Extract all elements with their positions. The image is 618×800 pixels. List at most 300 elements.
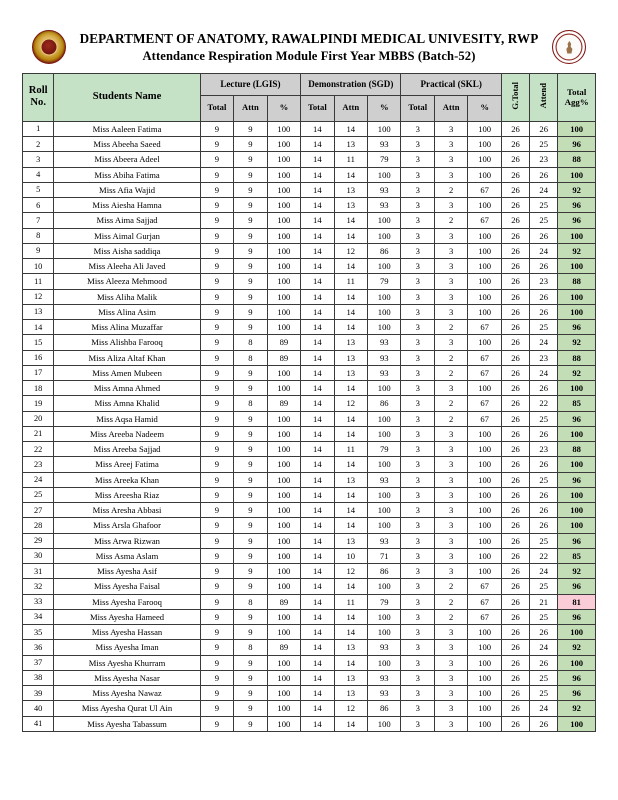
cell-practical-attn: 3	[434, 137, 467, 152]
cell-lecture-total: 9	[200, 442, 233, 457]
cell-practical-total: 3	[401, 701, 434, 716]
cell-demonstration-attn: 14	[334, 487, 367, 502]
cell-attend: 25	[530, 609, 558, 624]
cell-demonstration-total: 14	[301, 365, 334, 380]
cell-student-name: Miss Areeba Sajjad	[54, 442, 200, 457]
cell-demonstration-pct: 100	[368, 579, 401, 594]
cell-practical-total: 3	[401, 579, 434, 594]
cell-demonstration-pct: 100	[368, 609, 401, 624]
cell-attend: 26	[530, 625, 558, 640]
cell-student-name: Miss Aiesha Hamna	[54, 198, 200, 213]
cell-demonstration-attn: 12	[334, 564, 367, 579]
cell-lecture-attn: 9	[234, 457, 267, 472]
cell-total-agg: 88	[558, 442, 596, 457]
header-students-name: Students Name	[54, 73, 200, 121]
cell-demonstration-total: 14	[301, 487, 334, 502]
cell-practical-total: 3	[401, 640, 434, 655]
cell-practical-pct: 100	[468, 472, 501, 487]
cell-g-total: 26	[501, 198, 529, 213]
cell-practical-pct: 67	[468, 396, 501, 411]
cell-demonstration-pct: 71	[368, 548, 401, 563]
cell-demonstration-total: 14	[301, 670, 334, 685]
cell-demonstration-pct: 86	[368, 564, 401, 579]
cell-roll-no: 16	[23, 350, 54, 365]
cell-practical-total: 3	[401, 274, 434, 289]
cell-demonstration-attn: 13	[334, 137, 367, 152]
cell-student-name: Miss Aima Sajjad	[54, 213, 200, 228]
cell-lecture-attn: 9	[234, 716, 267, 731]
cell-lecture-attn: 9	[234, 426, 267, 441]
cell-total-agg: 92	[558, 243, 596, 258]
header-attend-text: Attend	[538, 83, 549, 109]
cell-practical-pct: 100	[468, 640, 501, 655]
cell-lecture-attn: 9	[234, 137, 267, 152]
cell-g-total: 26	[501, 518, 529, 533]
cell-demonstration-pct: 93	[368, 640, 401, 655]
cell-lecture-pct: 100	[267, 320, 300, 335]
table-row	[23, 335, 596, 350]
cell-demonstration-pct: 100	[368, 320, 401, 335]
cell-roll-no: 15	[23, 335, 54, 350]
cell-g-total: 26	[501, 472, 529, 487]
cell-practical-attn: 3	[434, 289, 467, 304]
cell-g-total: 26	[501, 396, 529, 411]
cell-attend: 21	[530, 594, 558, 609]
cell-student-name: Miss Ayesha Tabassum	[54, 716, 200, 731]
cell-demonstration-total: 14	[301, 472, 334, 487]
cell-attend: 26	[530, 426, 558, 441]
cell-attend: 24	[530, 701, 558, 716]
cell-practical-pct: 100	[468, 518, 501, 533]
cell-practical-total: 3	[401, 533, 434, 548]
cell-total-agg: 100	[558, 381, 596, 396]
cell-student-name: Miss Ayesha Qurat Ul Ain	[54, 701, 200, 716]
cell-demonstration-attn: 11	[334, 442, 367, 457]
cell-practical-pct: 67	[468, 213, 501, 228]
cell-lecture-pct: 100	[267, 289, 300, 304]
cell-lecture-total: 9	[200, 289, 233, 304]
cell-total-agg: 100	[558, 518, 596, 533]
cell-lecture-total: 9	[200, 701, 233, 716]
cell-attend: 25	[530, 320, 558, 335]
cell-lecture-attn: 8	[234, 396, 267, 411]
cell-demonstration-attn: 12	[334, 243, 367, 258]
table-row	[23, 625, 596, 640]
cell-lecture-pct: 100	[267, 274, 300, 289]
cell-demonstration-total: 14	[301, 640, 334, 655]
page-title: DEPARTMENT OF ANATOMY, RAWALPINDI MEDICAL UNIVESITY, RWP	[79, 31, 539, 46]
cell-lecture-attn: 9	[234, 442, 267, 457]
cell-demonstration-pct: 100	[368, 716, 401, 731]
cell-total-agg: 92	[558, 335, 596, 350]
cell-demonstration-attn: 14	[334, 228, 367, 243]
cell-practical-attn: 3	[434, 701, 467, 716]
cell-practical-attn: 3	[434, 518, 467, 533]
cell-total-agg: 96	[558, 411, 596, 426]
cell-demonstration-attn: 13	[334, 472, 367, 487]
cell-demonstration-pct: 100	[368, 487, 401, 502]
cell-roll-no: 29	[23, 533, 54, 548]
cell-student-name: Miss Areeba Nadeem	[54, 426, 200, 441]
cell-total-agg: 100	[558, 289, 596, 304]
cell-lecture-total: 9	[200, 457, 233, 472]
cell-lecture-total: 9	[200, 426, 233, 441]
cell-practical-attn: 2	[434, 182, 467, 197]
cell-practical-pct: 100	[468, 457, 501, 472]
cell-attend: 25	[530, 213, 558, 228]
cell-lecture-attn: 9	[234, 365, 267, 380]
cell-roll-no: 30	[23, 548, 54, 563]
table-row	[23, 350, 596, 365]
cell-g-total: 26	[501, 609, 529, 624]
cell-total-agg: 100	[558, 655, 596, 670]
cell-practical-pct: 100	[468, 625, 501, 640]
cell-g-total: 26	[501, 670, 529, 685]
cell-practical-pct: 100	[468, 335, 501, 350]
cell-practical-pct: 67	[468, 609, 501, 624]
cell-demonstration-total: 14	[301, 411, 334, 426]
cell-g-total: 26	[501, 503, 529, 518]
cell-demonstration-attn: 14	[334, 259, 367, 274]
cell-lecture-attn: 9	[234, 213, 267, 228]
cell-roll-no: 18	[23, 381, 54, 396]
cell-lecture-total: 9	[200, 594, 233, 609]
cell-total-agg: 88	[558, 350, 596, 365]
cell-attend: 26	[530, 518, 558, 533]
cell-demonstration-pct: 100	[368, 304, 401, 319]
cell-practical-attn: 3	[434, 640, 467, 655]
cell-lecture-attn: 9	[234, 304, 267, 319]
cell-lecture-pct: 100	[267, 304, 300, 319]
table-body	[23, 121, 596, 731]
cell-demonstration-total: 14	[301, 426, 334, 441]
cell-practical-pct: 100	[468, 304, 501, 319]
cell-practical-total: 3	[401, 335, 434, 350]
table-row	[23, 518, 596, 533]
cell-attend: 26	[530, 503, 558, 518]
cell-practical-total: 3	[401, 167, 434, 182]
cell-lecture-pct: 100	[267, 182, 300, 197]
cell-demonstration-pct: 100	[368, 503, 401, 518]
cell-demonstration-attn: 14	[334, 304, 367, 319]
cell-attend: 24	[530, 243, 558, 258]
header-group-lecture: Lecture (LGIS)	[200, 73, 300, 95]
cell-practical-total: 3	[401, 548, 434, 563]
cell-demonstration-attn: 14	[334, 289, 367, 304]
cell-attend: 26	[530, 228, 558, 243]
cell-practical-attn: 3	[434, 121, 467, 136]
cell-student-name: Miss Alina Asim	[54, 304, 200, 319]
cell-lecture-pct: 100	[267, 533, 300, 548]
cell-lecture-attn: 9	[234, 472, 267, 487]
cell-student-name: Miss Ayesha Hameed	[54, 609, 200, 624]
table-row	[23, 198, 596, 213]
cell-lecture-total: 9	[200, 213, 233, 228]
cell-attend: 26	[530, 289, 558, 304]
cell-practical-pct: 100	[468, 701, 501, 716]
cell-lecture-attn: 9	[234, 701, 267, 716]
cell-lecture-pct: 100	[267, 472, 300, 487]
cell-demonstration-pct: 79	[368, 152, 401, 167]
cell-lecture-total: 9	[200, 503, 233, 518]
cell-practical-attn: 2	[434, 396, 467, 411]
cell-lecture-total: 9	[200, 152, 233, 167]
table-row	[23, 655, 596, 670]
cell-attend: 26	[530, 487, 558, 502]
cell-demonstration-total: 14	[301, 259, 334, 274]
cell-roll-no: 7	[23, 213, 54, 228]
cell-practical-attn: 3	[434, 381, 467, 396]
cell-student-name: Miss Abeeha Saeed	[54, 137, 200, 152]
cell-g-total: 26	[501, 289, 529, 304]
cell-g-total: 26	[501, 167, 529, 182]
header-demonstration-total: Total	[301, 95, 334, 121]
cell-roll-no: 10	[23, 259, 54, 274]
cell-total-agg: 96	[558, 198, 596, 213]
cell-demonstration-total: 14	[301, 350, 334, 365]
cell-total-agg: 100	[558, 487, 596, 502]
cell-demonstration-attn: 12	[334, 396, 367, 411]
cell-g-total: 26	[501, 259, 529, 274]
cell-lecture-attn: 9	[234, 533, 267, 548]
header-group-practical: Practical (SKL)	[401, 73, 501, 95]
cell-practical-total: 3	[401, 457, 434, 472]
cell-lecture-pct: 100	[267, 213, 300, 228]
cell-lecture-total: 9	[200, 137, 233, 152]
cell-student-name: Miss Abeera Adeel	[54, 152, 200, 167]
cell-practical-pct: 100	[468, 533, 501, 548]
cell-practical-attn: 3	[434, 228, 467, 243]
cell-practical-total: 3	[401, 137, 434, 152]
cell-practical-total: 3	[401, 411, 434, 426]
cell-g-total: 26	[501, 442, 529, 457]
table-row	[23, 121, 596, 136]
cell-demonstration-total: 14	[301, 182, 334, 197]
cell-practical-total: 3	[401, 213, 434, 228]
cell-total-agg: 100	[558, 716, 596, 731]
cell-practical-attn: 3	[434, 152, 467, 167]
table-row	[23, 442, 596, 457]
cell-attend: 25	[530, 472, 558, 487]
cell-lecture-pct: 100	[267, 579, 300, 594]
cell-lecture-attn: 9	[234, 274, 267, 289]
cell-practical-attn: 3	[434, 625, 467, 640]
cell-lecture-attn: 9	[234, 320, 267, 335]
cell-demonstration-pct: 100	[368, 518, 401, 533]
cell-total-agg: 100	[558, 259, 596, 274]
cell-practical-pct: 100	[468, 686, 501, 701]
cell-practical-total: 3	[401, 228, 434, 243]
table-row	[23, 579, 596, 594]
cell-practical-attn: 3	[434, 503, 467, 518]
cell-roll-no: 11	[23, 274, 54, 289]
table-row	[23, 670, 596, 685]
cell-demonstration-total: 14	[301, 304, 334, 319]
cell-demonstration-total: 14	[301, 701, 334, 716]
table-row	[23, 182, 596, 197]
cell-total-agg: 100	[558, 625, 596, 640]
cell-roll-no: 9	[23, 243, 54, 258]
cell-roll-no: 2	[23, 137, 54, 152]
cell-student-name: Miss Aisha saddiqa	[54, 243, 200, 258]
cell-g-total: 26	[501, 411, 529, 426]
cell-lecture-attn: 9	[234, 548, 267, 563]
cell-total-agg: 100	[558, 304, 596, 319]
cell-lecture-pct: 89	[267, 396, 300, 411]
table-row	[23, 716, 596, 731]
cell-demonstration-attn: 11	[334, 152, 367, 167]
table-row	[23, 396, 596, 411]
cell-lecture-attn: 9	[234, 625, 267, 640]
cell-lecture-pct: 100	[267, 686, 300, 701]
cell-demonstration-attn: 13	[334, 350, 367, 365]
cell-attend: 26	[530, 381, 558, 396]
cell-roll-no: 14	[23, 320, 54, 335]
cell-lecture-total: 9	[200, 259, 233, 274]
cell-practical-total: 3	[401, 609, 434, 624]
table-row	[23, 304, 596, 319]
cell-practical-pct: 100	[468, 503, 501, 518]
cell-practical-pct: 100	[468, 442, 501, 457]
cell-practical-attn: 3	[434, 426, 467, 441]
cell-lecture-pct: 100	[267, 442, 300, 457]
cell-practical-pct: 100	[468, 289, 501, 304]
cell-demonstration-pct: 86	[368, 396, 401, 411]
cell-practical-total: 3	[401, 564, 434, 579]
cell-total-agg: 96	[558, 686, 596, 701]
cell-demonstration-attn: 14	[334, 426, 367, 441]
cell-practical-pct: 100	[468, 198, 501, 213]
cell-lecture-attn: 9	[234, 518, 267, 533]
header-attend	[530, 73, 558, 121]
cell-demonstration-attn: 14	[334, 167, 367, 182]
cell-lecture-pct: 100	[267, 655, 300, 670]
cell-lecture-total: 9	[200, 487, 233, 502]
cell-demonstration-total: 14	[301, 228, 334, 243]
cell-practical-pct: 67	[468, 579, 501, 594]
cell-practical-attn: 3	[434, 335, 467, 350]
cell-demonstration-attn: 10	[334, 548, 367, 563]
cell-total-agg: 96	[558, 533, 596, 548]
table-row	[23, 686, 596, 701]
cell-total-agg: 96	[558, 137, 596, 152]
cell-total-agg: 100	[558, 121, 596, 136]
cell-lecture-attn: 9	[234, 487, 267, 502]
cell-practical-total: 3	[401, 365, 434, 380]
cell-practical-total: 3	[401, 243, 434, 258]
cell-total-agg: 92	[558, 564, 596, 579]
page-subtitle: Attendance Respiration Module First Year MBBS (Batch-52)	[142, 48, 476, 63]
cell-practical-attn: 2	[434, 365, 467, 380]
cell-g-total: 26	[501, 365, 529, 380]
cell-student-name: Miss Aliha Malik	[54, 289, 200, 304]
cell-roll-no: 19	[23, 396, 54, 411]
header-practical-pct: %	[468, 95, 501, 121]
cell-lecture-total: 9	[200, 670, 233, 685]
cell-demonstration-pct: 79	[368, 594, 401, 609]
cell-lecture-pct: 100	[267, 701, 300, 716]
table-row	[23, 259, 596, 274]
cell-total-agg: 92	[558, 701, 596, 716]
cell-roll-no: 1	[23, 121, 54, 136]
cell-demonstration-pct: 100	[368, 259, 401, 274]
cell-student-name: Miss Aresha Abbasi	[54, 503, 200, 518]
cell-demonstration-attn: 13	[334, 670, 367, 685]
cell-lecture-attn: 9	[234, 198, 267, 213]
cell-attend: 24	[530, 335, 558, 350]
cell-lecture-attn: 9	[234, 670, 267, 685]
cell-practical-pct: 100	[468, 167, 501, 182]
cell-demonstration-attn: 14	[334, 579, 367, 594]
cell-practical-attn: 3	[434, 533, 467, 548]
cell-practical-pct: 100	[468, 426, 501, 441]
cell-practical-total: 3	[401, 182, 434, 197]
cell-practical-pct: 100	[468, 137, 501, 152]
cell-lecture-total: 9	[200, 167, 233, 182]
table-row	[23, 243, 596, 258]
table-row	[23, 213, 596, 228]
cell-demonstration-total: 14	[301, 198, 334, 213]
cell-student-name: Miss Alishba Farooq	[54, 335, 200, 350]
cell-demonstration-attn: 14	[334, 320, 367, 335]
cell-g-total: 26	[501, 533, 529, 548]
cell-practical-pct: 100	[468, 274, 501, 289]
cell-lecture-total: 9	[200, 320, 233, 335]
cell-lecture-total: 9	[200, 655, 233, 670]
table-row	[23, 503, 596, 518]
cell-lecture-attn: 9	[234, 121, 267, 136]
cell-roll-no: 38	[23, 670, 54, 685]
cell-lecture-pct: 100	[267, 625, 300, 640]
cell-practical-attn: 2	[434, 320, 467, 335]
table-row	[23, 640, 596, 655]
cell-practical-total: 3	[401, 670, 434, 685]
cell-g-total: 26	[501, 716, 529, 731]
cell-demonstration-pct: 93	[368, 686, 401, 701]
cell-demonstration-total: 14	[301, 381, 334, 396]
cell-lecture-pct: 100	[267, 670, 300, 685]
cell-practical-pct: 100	[468, 564, 501, 579]
cell-attend: 22	[530, 396, 558, 411]
cell-practical-pct: 100	[468, 655, 501, 670]
cell-attend: 24	[530, 640, 558, 655]
cell-demonstration-pct: 100	[368, 121, 401, 136]
table-header	[23, 73, 596, 121]
cell-g-total: 26	[501, 137, 529, 152]
cell-lecture-attn: 8	[234, 640, 267, 655]
cell-roll-no: 41	[23, 716, 54, 731]
cell-g-total: 26	[501, 625, 529, 640]
cell-demonstration-attn: 13	[334, 182, 367, 197]
cell-attend: 26	[530, 167, 558, 182]
cell-attend: 25	[530, 670, 558, 685]
cell-practical-total: 3	[401, 289, 434, 304]
cell-practical-attn: 3	[434, 548, 467, 563]
cell-student-name: Miss Ayesha Asif	[54, 564, 200, 579]
cell-total-agg: 92	[558, 365, 596, 380]
cell-lecture-attn: 9	[234, 579, 267, 594]
header-row-groups	[23, 73, 596, 95]
cell-demonstration-total: 14	[301, 320, 334, 335]
cell-g-total: 26	[501, 655, 529, 670]
cell-lecture-pct: 100	[267, 564, 300, 579]
university-seal-logo	[552, 30, 586, 64]
cell-demonstration-pct: 93	[368, 533, 401, 548]
cell-student-name: Miss Ayesha Farooq	[54, 594, 200, 609]
cell-demonstration-attn: 13	[334, 198, 367, 213]
table-row	[23, 152, 596, 167]
cell-attend: 23	[530, 152, 558, 167]
